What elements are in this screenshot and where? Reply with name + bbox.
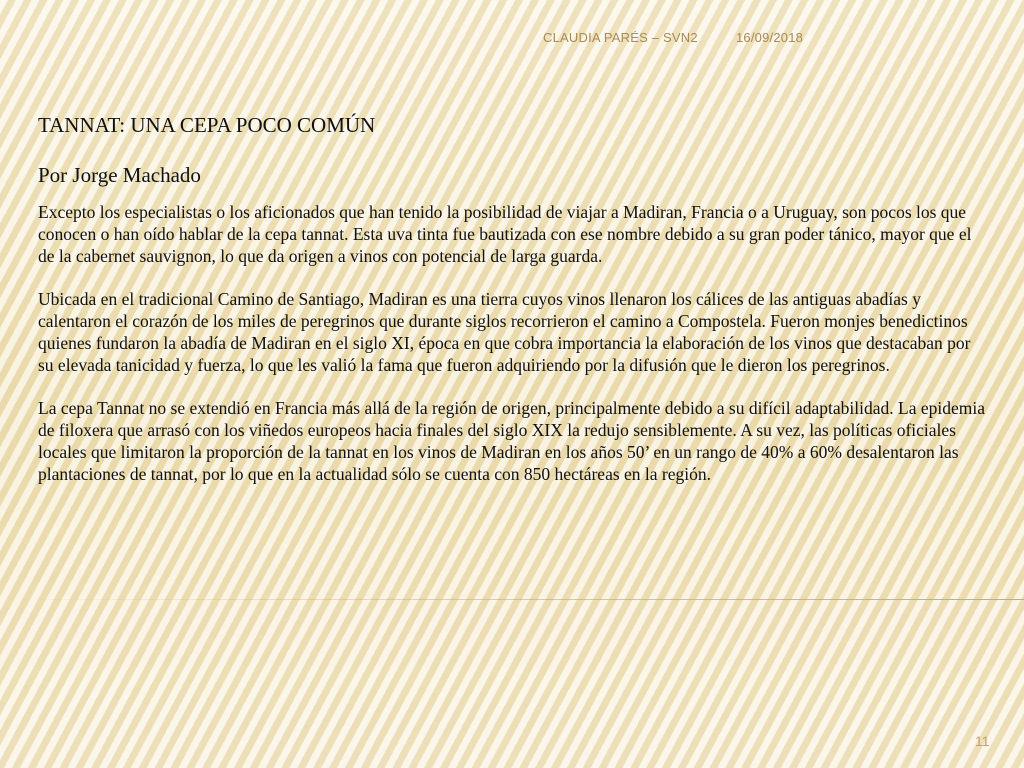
- author-byline: Por Jorge Machado: [38, 163, 201, 187]
- author-footer: CLAUDIA PARÉS – SVN2: [543, 30, 698, 45]
- slide-title: TANNAT: UNA CEPA POCO COMÚN: [38, 113, 376, 137]
- paragraph-intro: Excepto los especialistas o los aficionados que han tenido la posibilidad de viajar a Madiran, Francia o a Uruguay, son pocos los que conocen o han oído hablar de la cepa tannat. Esta uva tinta fue bautizada con ese nombre debido a su gran poder tánico, mayor que el de la cabernet sauvignon, lo que da origen a vinos con potencial de larga guarda.: [38, 202, 972, 266]
- divider-line: [0, 599, 1024, 600]
- page-number: 11: [975, 733, 990, 749]
- paragraph-decline: La cepa Tannat no se extendió en Francia más allá de la región de origen, principalmente debido a su difícil adaptabilidad. La epidemia de filoxera que arrasó con los viñedos europeos hacia finales del siglo XIX la redujo sensiblemente. A su vez, las políticas oficiales locales que limitaron la proporción de la tannat en los vinos de Madiran en los años 50’ en un rango de 40% a 60% desalentaron las plantaciones de tannat, por lo que en la actualidad sólo se cuenta con 850 hectáreas en la región.: [38, 398, 985, 484]
- slide-header: [0, 14, 1024, 45]
- paragraph-history: Ubicada en el tradicional Camino de Santiago, Madiran es una tierra cuyos vinos llenaron los cálices de las antiguas abadías y calentaron el corazón de los miles de peregrinos que durante siglos recorrieron el camino a Compostela. Fueron monjes benedictinos quienes fundaron la abadía de Madiran en el siglo XI, época en que cobra importancia la elaboración de los vinos que destacaban por su elevada tanicidad y fuerza, lo que les valió la fama que fueron adquiriendo por la difusión que le dieron los peregrinos.: [38, 289, 971, 375]
- slide-content: [38, 112, 986, 485]
- date-footer: 16/09/2018: [736, 30, 804, 45]
